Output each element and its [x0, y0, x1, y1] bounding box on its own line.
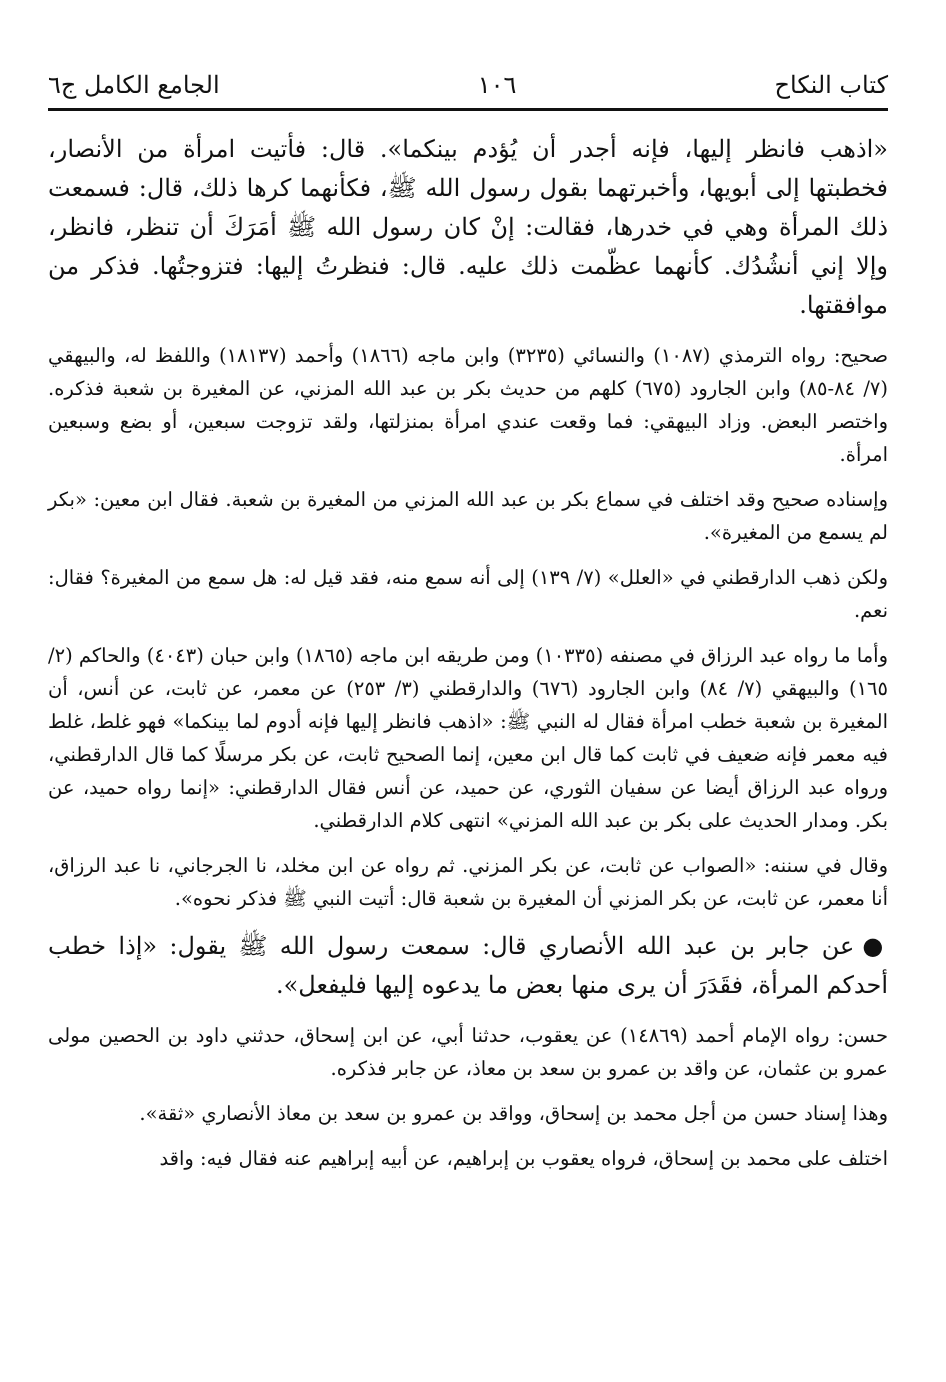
commentary-paragraph: وأما ما رواه عبد الرزاق في مصنفه (١٠٣٣٥) ومن طريقه ابن ماجه (١٨٦٥) وابن حبان (٤٠٤٣) والحاكم (٢/ ١٦٥) والبيهقي (٧/ ٨٤) وابن الجارود (٦٧٦) والدارقطني (٣/ ٢٥٣) عن معمر، عن ثابت، عن أنس، أن المغيرة بن شعبة خطب امرأة فقال له النبي ﷺ: «اذهب فانظر إليها فإنه أدوم لما بينكما» فهو غلط، غلط فيه معمر فإنه ضعيف في ثابت كما قال ابن معين، إنما الصحيح ثابت، عن بكر مرسلًا كما قال الدارقطني، ورواه عبد الرزاق أيضا عن سفيان الثوري، عن حميد، عن أنس فقال الدارقطني: «إنما رواه حميد، عن بكر. ومدار الحديث على بكر بن عبد الله المزني» انتهى كلام الدارقطني.: [48, 644, 888, 832]
commentary-paragraph: وقال في سننه: «الصواب عن ثابت، عن بكر المزني. ثم رواه عن ابن مخلد، نا الجرجاني، نا عبد الرزاق، أنا معمر، عن ثابت، عن بكر المزني أن المغيرة بن شعبة قال: أتيت النبي ﷺ فذكر نحوه».: [48, 854, 888, 910]
bullet-marker: ●: [862, 932, 888, 960]
commentary-paragraph: اختلف على محمد بن إسحاق، فرواه يعقوب بن إبراهيم، عن أبيه إبراهيم عنه فقال فيه: واقد: [159, 1147, 888, 1170]
commentary-paragraph: حسن: رواه الإمام أحمد (١٤٨٦٩) عن يعقوب، حدثنا أبي، عن ابن إسحاق، حدثني داود بن الحصين مولى عمرو بن عثمان، عن واقد بن عمرو بن سعد بن معاذ، عن جابر فذكره.: [48, 1024, 888, 1080]
chapter-title: كتاب النكاح: [774, 71, 888, 99]
commentary-paragraph: وإسناده صحيح وقد اختلف في سماع بكر بن عبد الله المزني من المغيرة بن شعبة. فقال ابن معين: «بكر لم يسمع من المغيرة».: [48, 488, 888, 544]
hadith-body: عن جابر بن عبد الله الأنصاري قال: سمعت رسول الله ﷺ يقول: «إذا خطب أحدكم المرأة، فقَدَرَ أن يرى منها بعض ما يدعوه إليها فليفعل».: [48, 932, 888, 999]
commentary-paragraph: صحيح: رواه الترمذي (١٠٨٧) والنسائي (٣٢٣٥) وابن ماجه (١٨٦٦) وأحمد (١٨١٣٧) واللفظ له، والبيهقي (٧/ ٨٤-٨٥) وابن الجارود (٦٧٥) كلهم من حديث بكر بن عبد الله المزني، عن المغيرة بن شعبة فذكره. واختصر البعض. وزاد البيهقي: فما وقعت عندي امرأة بمنزلتها، ولقد تزوجت سبعين، أو بضع وسبعين امرأة.: [48, 344, 889, 466]
commentary-paragraph: ولكن ذهب الدارقطني في «العلل» (٧/ ١٣٩) إلى أنه سمع منه، فقد قيل له: هل سمع من المغيرة؟ فقال: نعم.: [48, 566, 889, 622]
book-title: الجامع الكامل ج٦: [48, 71, 220, 99]
hadith-text: [48, 927, 888, 1005]
commentary-paragraph: وهذا إسناد حسن من أجل محمد بن إسحاق، وواقد بن عمرو بن سعد بن معاذ الأنصاري «ثقة».: [139, 1102, 888, 1125]
page-header: [48, 62, 888, 111]
page-body: [48, 130, 888, 1187]
hadith-text: «اذهب فانظر إليها، فإنه أجدر أن يُؤدم بينكما». قال: فأتيت امرأة من الأنصار، فخطبتها إلى أبويها، وأخبرتهما بقول رسول الله ﷺ، فكأنهما كرها ذلك، قال: فسمعت ذلك المرأة وهي في خدرها، فقالت: إنْ كان رسول الله ﷺ أمَرَكَ أن تنظر، فانظر، وإلا إني أنشُدُك. كأنهما عظّمت ذلك عليه. قال: فنظرتُ إليها: فتزوجتُها. فذكر من موافقتها.: [48, 135, 888, 319]
page-number: ١٠٦: [477, 71, 517, 99]
